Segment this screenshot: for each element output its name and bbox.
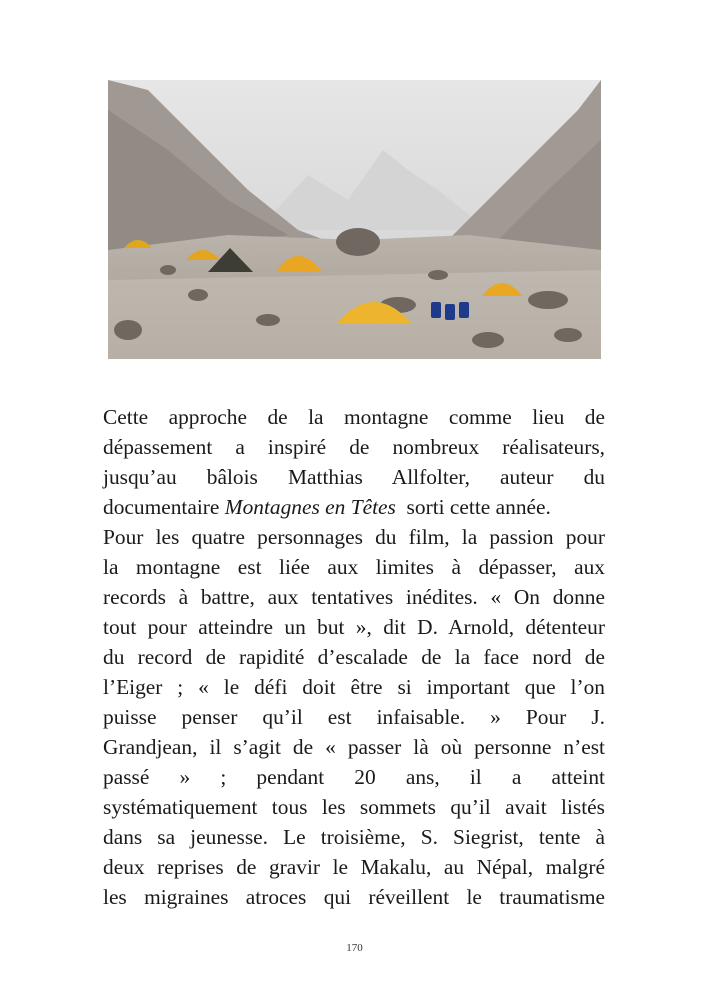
- text-line: les migraines atroces qui réveillent le traumatisme: [103, 885, 605, 909]
- text-line: Pour les quatre personnages du film, la passion pour: [103, 525, 605, 549]
- text-line: la montagne est liée aux limites à dépasser, aux: [103, 555, 605, 579]
- text-line: dépassement a inspiré de nombreux réalisateurs,: [103, 435, 605, 459]
- text-line: jusqu’au bâlois Matthias Allfolter, auteur du: [103, 465, 605, 489]
- mountain-camp-photo: [108, 80, 601, 359]
- text-line: dans sa jeunesse. Le troisième, S. Siegrist, tente à: [103, 825, 605, 849]
- text-line: records à battre, aux tentatives inédites. « On donne: [103, 585, 605, 609]
- text-run: sorti cette année.: [395, 495, 551, 519]
- text-line: Grandjean, il s’agit de « passer là où personne n’est: [103, 735, 605, 759]
- film-title: Montagnes en Têtes: [224, 495, 396, 519]
- text-line: systématiquement tous les sommets qu’il avait listés: [103, 795, 605, 819]
- text-line: Cette approche de la montagne comme lieu de: [103, 405, 605, 429]
- page-number: 170: [346, 942, 363, 954]
- text-line: l’Eiger ; « le défi doit être si important que l’on: [103, 675, 605, 699]
- text-line: [103, 492, 605, 522]
- text-line: puisse penser qu’il est infaisable. » Pour J.: [103, 705, 605, 729]
- text-line: passé » ; pendant 20 ans, il a atteint: [103, 765, 605, 789]
- mountain-camp-illustration: [108, 80, 601, 359]
- text-run: documentaire: [103, 495, 225, 519]
- text-line: deux reprises de gravir le Makalu, au Népal, malgré: [103, 855, 605, 879]
- text-line: tout pour atteindre un but », dit D. Arnold, détenteur: [103, 615, 605, 639]
- text-line: du record de rapidité d’escalade de la face nord de: [103, 645, 605, 669]
- body-paragraph: [103, 402, 605, 912]
